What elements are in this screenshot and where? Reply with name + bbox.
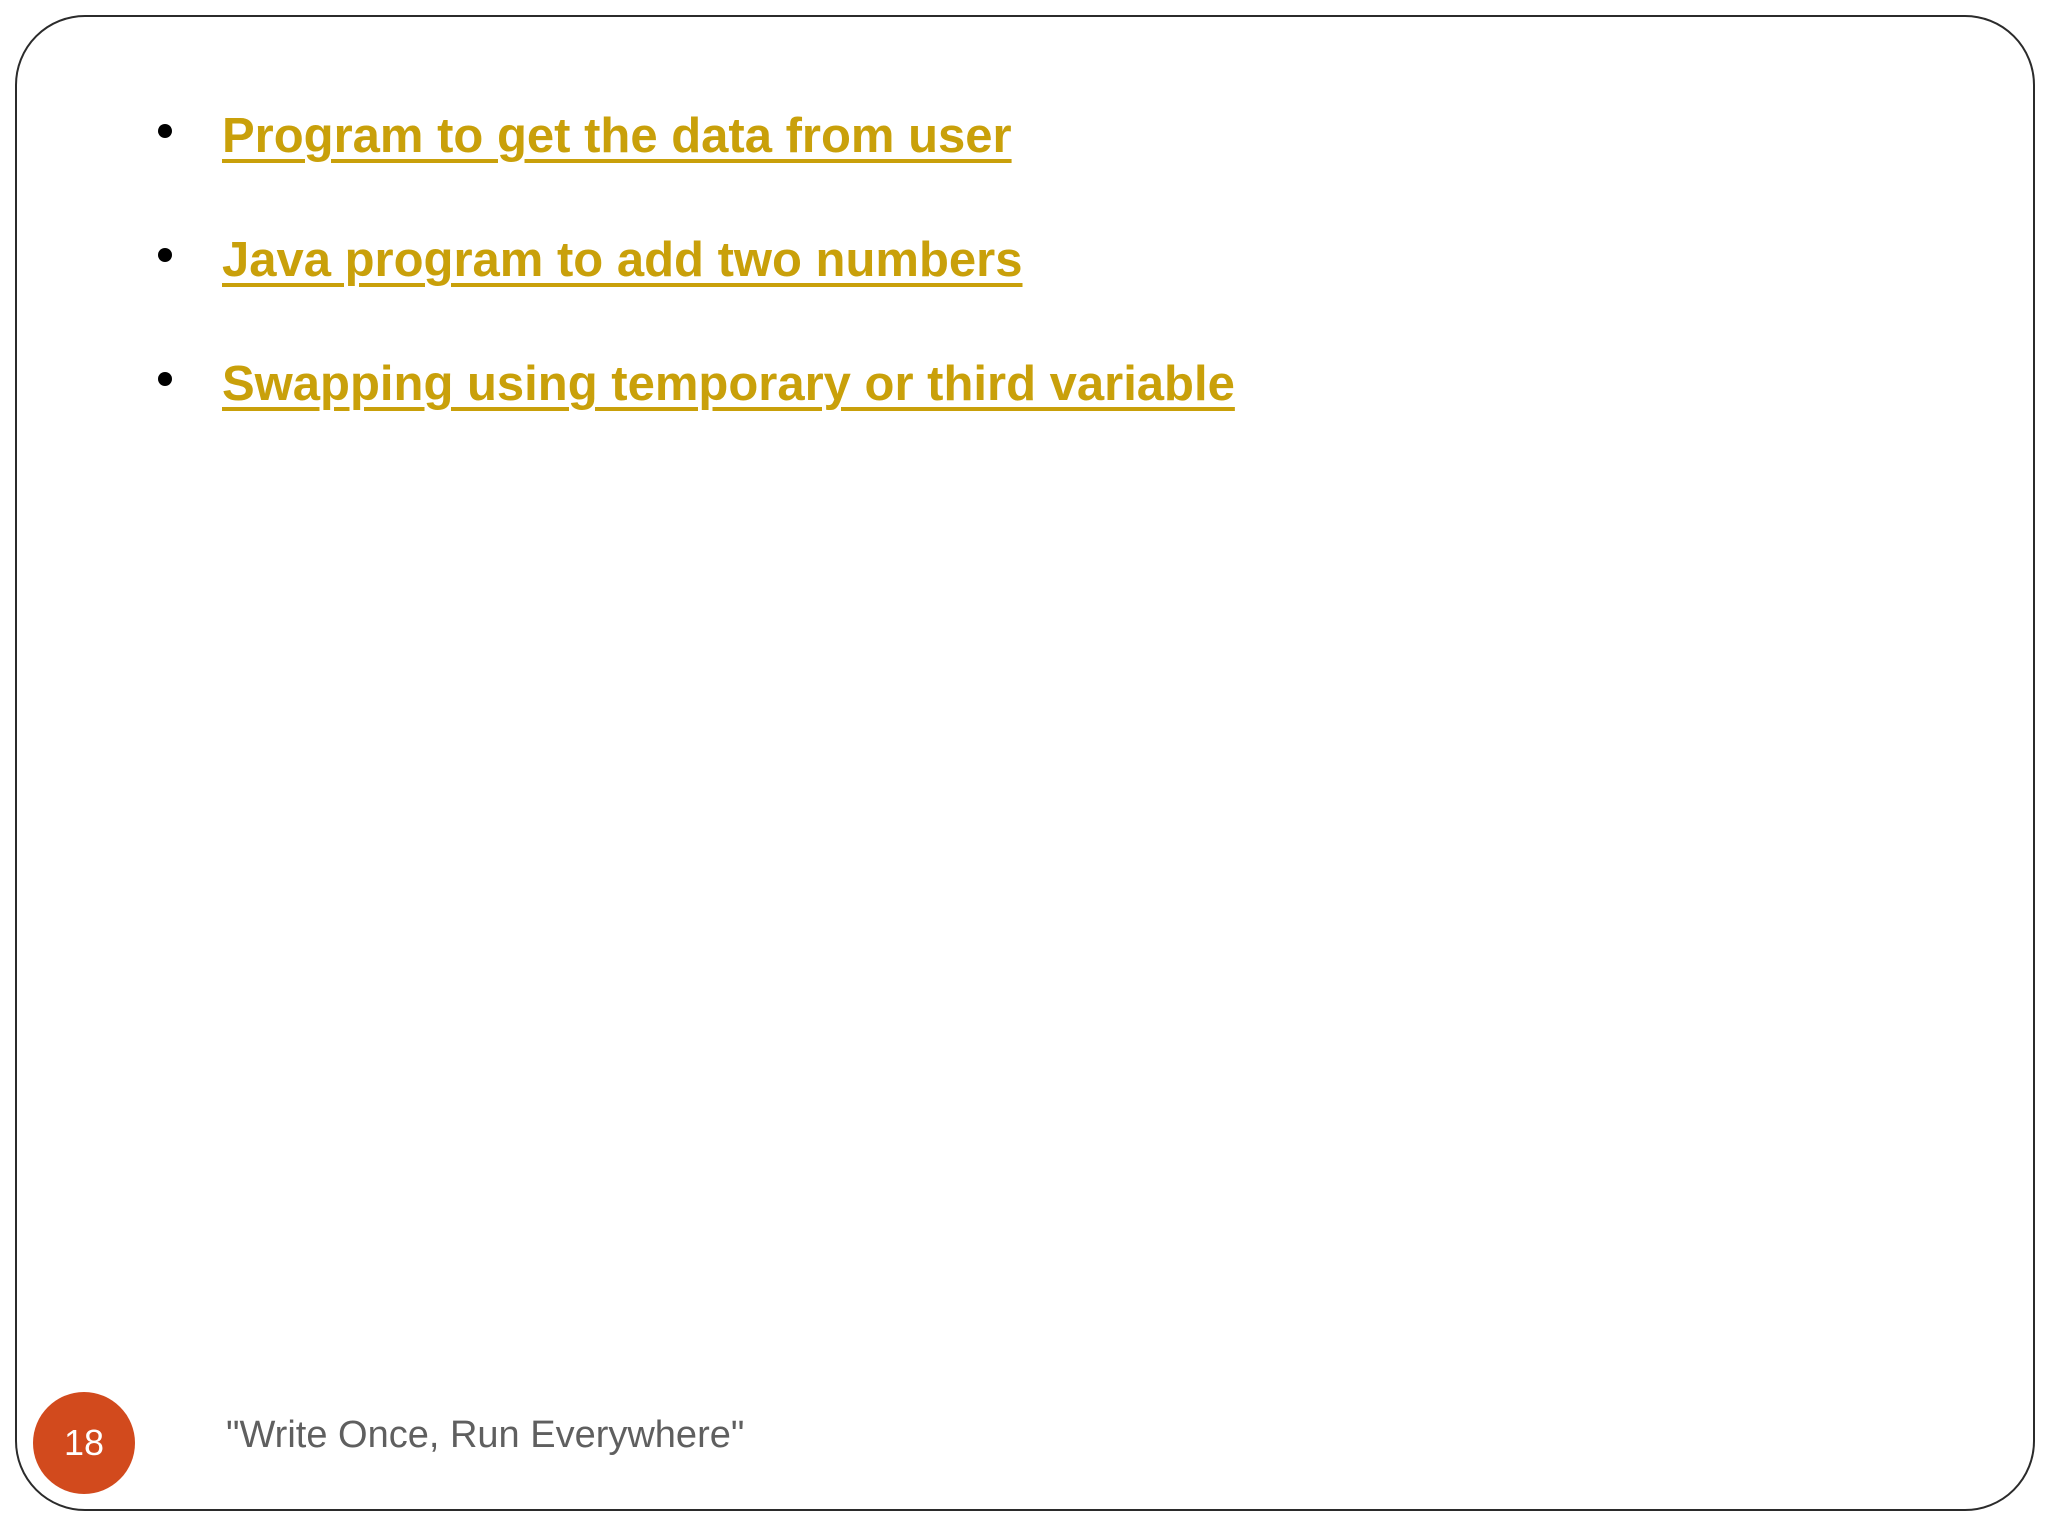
list-item (150, 357, 1235, 484)
list-item (150, 233, 1235, 360)
list-item (150, 109, 1235, 236)
bullet-dot-icon (158, 248, 172, 262)
link-add-two-numbers[interactable]: Java program to add two numbers (222, 233, 1023, 287)
footer-text: "Write Once, Run Everywhere" (226, 1414, 745, 1456)
bullet-dot-icon (158, 124, 172, 138)
bullet-list (150, 109, 1235, 484)
link-swapping-third-variable[interactable]: Swapping using temporary or third variable (222, 357, 1235, 411)
slide-number-badge: 18 (33, 1392, 135, 1494)
bullet-dot-icon (158, 372, 172, 386)
link-get-data-from-user[interactable]: Program to get the data from user (222, 109, 1012, 163)
